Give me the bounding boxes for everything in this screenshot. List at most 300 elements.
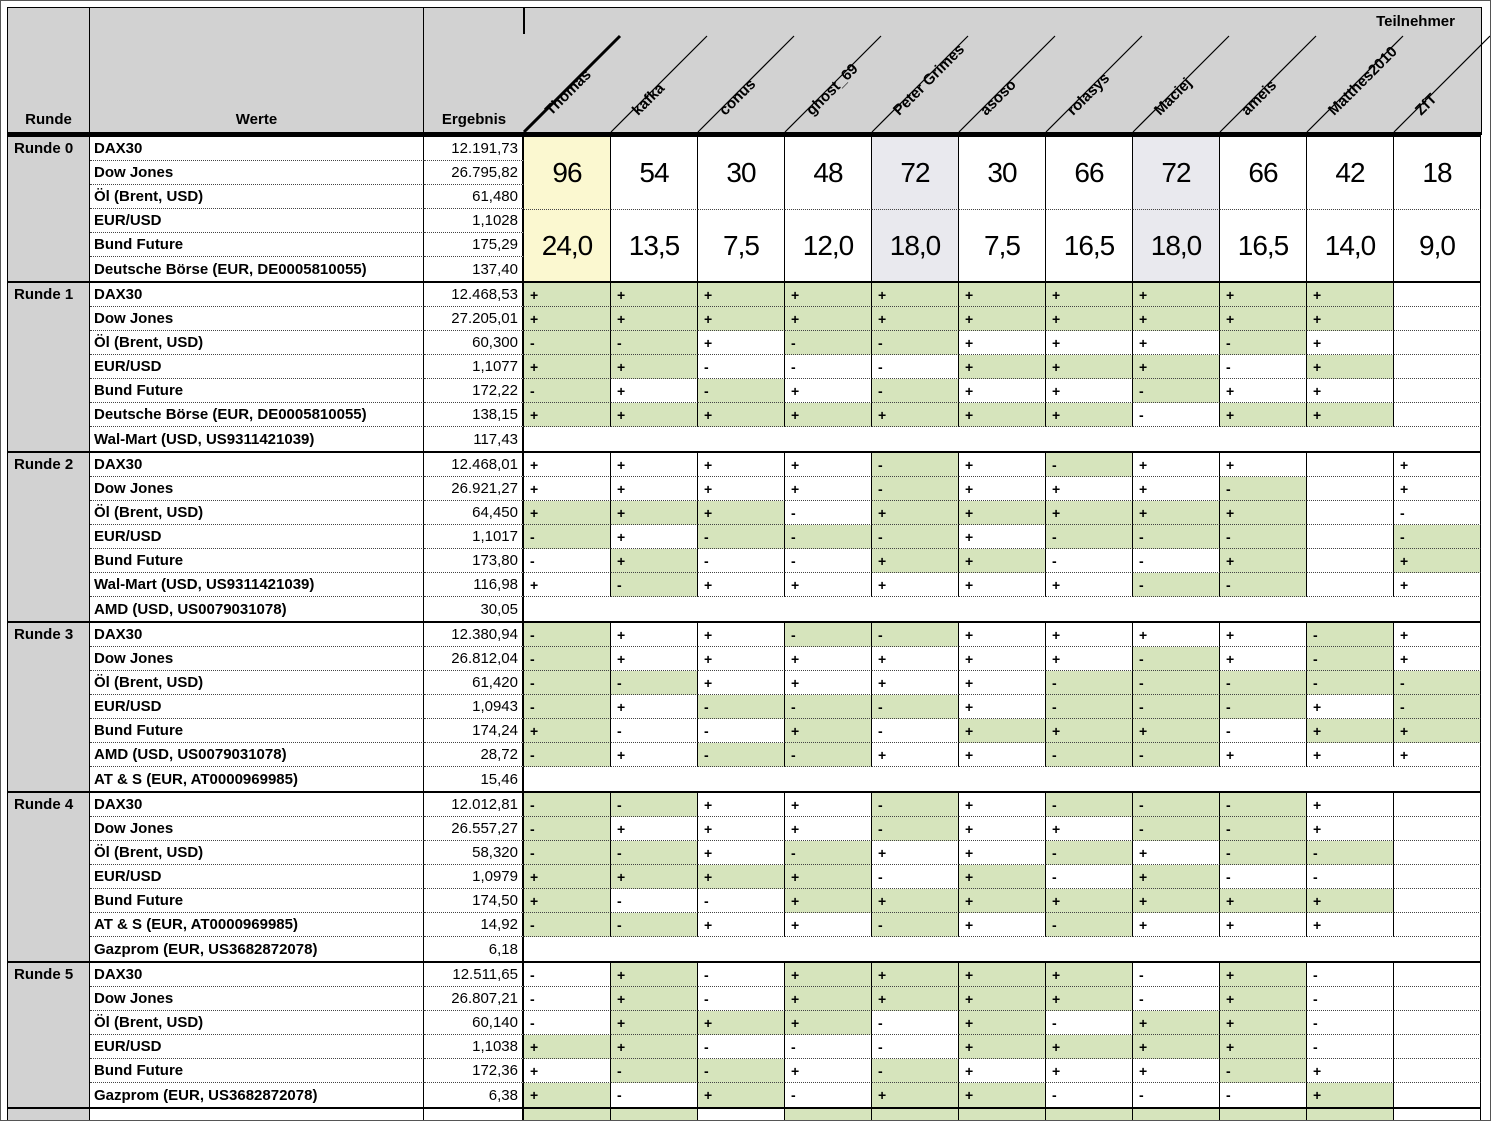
prediction-cell[interactable]: + bbox=[872, 307, 959, 331]
result-cell[interactable]: 30,05 bbox=[424, 597, 524, 621]
participant-header[interactable] bbox=[524, 8, 611, 132]
prediction-cell[interactable]: - bbox=[1394, 501, 1481, 525]
prediction-cell[interactable]: - bbox=[1046, 1011, 1133, 1035]
prediction-cell[interactable]: - bbox=[1046, 525, 1133, 549]
prediction-cell[interactable]: + bbox=[698, 573, 785, 597]
prediction-cell[interactable]: + bbox=[611, 743, 698, 767]
prediction-cell[interactable]: + bbox=[524, 307, 611, 331]
prediction-cell[interactable]: + bbox=[872, 501, 959, 525]
prediction-cell[interactable]: - bbox=[1220, 793, 1307, 817]
prediction-cell[interactable]: + bbox=[1307, 283, 1394, 307]
result-cell[interactable]: 6,18 bbox=[424, 937, 524, 961]
prediction-cell[interactable]: - bbox=[611, 719, 698, 743]
prediction-cell[interactable]: + bbox=[524, 355, 611, 379]
prediction-cell[interactable]: + bbox=[524, 283, 611, 307]
prediction-cell[interactable]: - bbox=[785, 331, 872, 355]
asset-cell[interactable]: EUR/USD bbox=[90, 865, 424, 889]
prediction-cell[interactable]: - bbox=[1307, 647, 1394, 671]
prediction-cell[interactable]: + bbox=[611, 307, 698, 331]
result-cell[interactable]: 12.191,73 bbox=[424, 137, 524, 161]
asset-cell[interactable]: Wal-Mart (USD, US9311421039) bbox=[90, 427, 424, 451]
prediction-cell[interactable]: + bbox=[1133, 841, 1220, 865]
result-cell[interactable]: 1,1017 bbox=[424, 525, 524, 549]
prediction-cell[interactable]: + bbox=[698, 623, 785, 647]
score-cell[interactable]: 12,0 bbox=[785, 209, 872, 281]
round-label-cell[interactable]: Runde 3 bbox=[8, 623, 90, 791]
prediction-cell[interactable]: + bbox=[785, 913, 872, 937]
score-cell[interactable]: 30 bbox=[959, 137, 1046, 209]
score-cell[interactable]: 72 bbox=[1133, 137, 1220, 209]
asset-cell[interactable]: DAX30 bbox=[90, 963, 424, 987]
prediction-cell[interactable]: + bbox=[698, 647, 785, 671]
result-cell[interactable]: 175,29 bbox=[424, 233, 524, 257]
prediction-cell[interactable]: + bbox=[959, 525, 1046, 549]
prediction-cell[interactable]: + bbox=[524, 403, 611, 427]
prediction-cell[interactable]: - bbox=[1307, 623, 1394, 647]
asset-cell[interactable]: Gazprom (EUR, US3682872078) bbox=[90, 937, 424, 961]
prediction-cell[interactable]: - bbox=[1220, 1083, 1307, 1107]
prediction-cell[interactable]: + bbox=[698, 307, 785, 331]
prediction-cell[interactable]: + bbox=[1220, 403, 1307, 427]
prediction-cell[interactable] bbox=[1394, 1059, 1481, 1083]
prediction-cell[interactable]: + bbox=[959, 1035, 1046, 1059]
result-cell[interactable]: 64,450 bbox=[424, 501, 524, 525]
prediction-cell[interactable]: + bbox=[611, 695, 698, 719]
prediction-cell[interactable]: - bbox=[1046, 1083, 1133, 1107]
prediction-cell[interactable]: - bbox=[698, 379, 785, 403]
prediction-cell[interactable]: + bbox=[959, 743, 1046, 767]
prediction-cell[interactable]: - bbox=[611, 841, 698, 865]
result-cell[interactable]: 138,15 bbox=[424, 403, 524, 427]
prediction-cell[interactable]: + bbox=[872, 573, 959, 597]
prediction-cell[interactable]: - bbox=[1133, 695, 1220, 719]
prediction-cell[interactable]: + bbox=[959, 913, 1046, 937]
prediction-cell[interactable]: + bbox=[959, 1059, 1046, 1083]
prediction-cell[interactable] bbox=[1307, 573, 1394, 597]
prediction-cell[interactable] bbox=[1394, 793, 1481, 817]
asset-cell[interactable]: EUR/USD bbox=[90, 209, 424, 233]
prediction-cell[interactable]: - bbox=[698, 987, 785, 1011]
prediction-cell[interactable]: + bbox=[785, 403, 872, 427]
result-cell[interactable]: 137,40 bbox=[424, 257, 524, 281]
prediction-cell[interactable]: + bbox=[1220, 1011, 1307, 1035]
score-cell[interactable]: 66 bbox=[1046, 137, 1133, 209]
prediction-cell[interactable]: + bbox=[959, 403, 1046, 427]
score-cell[interactable]: 96 bbox=[524, 137, 611, 209]
asset-cell[interactable]: Bund Future bbox=[90, 719, 424, 743]
prediction-cell[interactable]: - bbox=[1046, 793, 1133, 817]
prediction-cell[interactable]: - bbox=[872, 913, 959, 937]
asset-cell[interactable]: DAX30 bbox=[90, 137, 424, 161]
prediction-cell[interactable]: + bbox=[1046, 987, 1133, 1011]
prediction-cell[interactable]: - bbox=[698, 1035, 785, 1059]
prediction-cell[interactable]: + bbox=[1133, 913, 1220, 937]
prediction-cell[interactable]: + bbox=[1133, 889, 1220, 913]
prediction-cell[interactable]: - bbox=[1220, 525, 1307, 549]
prediction-cell[interactable]: - bbox=[611, 671, 698, 695]
prediction-cell[interactable]: - bbox=[872, 719, 959, 743]
result-cell[interactable]: 26.812,04 bbox=[424, 647, 524, 671]
score-cell[interactable]: 24,0 bbox=[524, 209, 611, 281]
prediction-cell[interactable]: + bbox=[1046, 647, 1133, 671]
prediction-cell[interactable]: + bbox=[959, 719, 1046, 743]
prediction-cell[interactable]: + bbox=[1046, 283, 1133, 307]
result-cell[interactable]: 60,140 bbox=[424, 1011, 524, 1035]
prediction-cell[interactable]: - bbox=[611, 1083, 698, 1107]
prediction-cell[interactable]: - bbox=[1133, 817, 1220, 841]
prediction-cell[interactable]: - bbox=[698, 963, 785, 987]
prediction-cell[interactable]: + bbox=[959, 331, 1046, 355]
result-cell[interactable]: 14,92 bbox=[424, 913, 524, 937]
prediction-cell[interactable]: + bbox=[611, 501, 698, 525]
score-cell[interactable]: 16,5 bbox=[1220, 209, 1307, 281]
asset-cell[interactable]: EUR/USD bbox=[90, 355, 424, 379]
prediction-cell[interactable]: + bbox=[1046, 307, 1133, 331]
prediction-cell[interactable]: + bbox=[872, 1083, 959, 1107]
prediction-cell[interactable]: + bbox=[959, 477, 1046, 501]
prediction-cell[interactable]: - bbox=[785, 355, 872, 379]
prediction-cell[interactable]: + bbox=[1307, 1059, 1394, 1083]
asset-cell[interactable]: Dow Jones bbox=[90, 647, 424, 671]
participant-header[interactable] bbox=[611, 8, 698, 132]
prediction-cell[interactable]: - bbox=[698, 889, 785, 913]
prediction-cell[interactable]: - bbox=[524, 987, 611, 1011]
prediction-cell[interactable]: + bbox=[524, 453, 611, 477]
result-cell[interactable]: 12.468,01 bbox=[424, 453, 524, 477]
prediction-cell[interactable]: + bbox=[1046, 573, 1133, 597]
prediction-cell[interactable]: + bbox=[1046, 403, 1133, 427]
asset-cell[interactable]: Öl (Brent, USD) bbox=[90, 841, 424, 865]
prediction-cell[interactable]: - bbox=[611, 913, 698, 937]
prediction-cell[interactable]: + bbox=[1220, 987, 1307, 1011]
result-cell[interactable]: 61,420 bbox=[424, 671, 524, 695]
prediction-cell[interactable]: - bbox=[872, 355, 959, 379]
prediction-cell[interactable]: - bbox=[611, 331, 698, 355]
prediction-cell[interactable] bbox=[1307, 549, 1394, 573]
round-label-cell[interactable]: Runde 4 bbox=[8, 793, 90, 961]
prediction-cell[interactable]: - bbox=[611, 889, 698, 913]
prediction-cell[interactable]: + bbox=[959, 623, 1046, 647]
asset-cell[interactable]: AMD (USD, US0079031078) bbox=[90, 597, 424, 621]
prediction-cell[interactable]: - bbox=[611, 573, 698, 597]
score-cell[interactable]: 9,0 bbox=[1394, 209, 1481, 281]
prediction-cell[interactable]: - bbox=[524, 647, 611, 671]
result-cell[interactable]: 1,1038 bbox=[424, 1035, 524, 1059]
asset-cell[interactable]: AT & S (EUR, AT0000969985) bbox=[90, 767, 424, 791]
prediction-cell[interactable]: + bbox=[872, 743, 959, 767]
result-cell[interactable]: 1,1077 bbox=[424, 355, 524, 379]
prediction-cell[interactable]: + bbox=[1133, 1035, 1220, 1059]
prediction-cell[interactable] bbox=[1394, 963, 1481, 987]
prediction-cell[interactable]: + bbox=[698, 283, 785, 307]
prediction-cell[interactable]: + bbox=[785, 889, 872, 913]
prediction-cell[interactable]: + bbox=[611, 817, 698, 841]
score-cell[interactable]: 18 bbox=[1394, 137, 1481, 209]
prediction-cell[interactable]: - bbox=[872, 793, 959, 817]
prediction-cell[interactable]: - bbox=[1307, 987, 1394, 1011]
prediction-cell[interactable]: + bbox=[1046, 817, 1133, 841]
prediction-cell[interactable]: + bbox=[1133, 865, 1220, 889]
prediction-cell[interactable]: + bbox=[785, 1011, 872, 1035]
prediction-cell[interactable]: + bbox=[611, 403, 698, 427]
participant-header[interactable] bbox=[785, 8, 872, 132]
prediction-cell[interactable]: + bbox=[1394, 743, 1481, 767]
prediction-cell[interactable]: - bbox=[1133, 743, 1220, 767]
prediction-cell[interactable]: - bbox=[698, 719, 785, 743]
result-cell[interactable]: 26.557,27 bbox=[424, 817, 524, 841]
prediction-cell[interactable]: + bbox=[1394, 647, 1481, 671]
prediction-cell[interactable]: + bbox=[1133, 719, 1220, 743]
prediction-cell[interactable]: - bbox=[524, 623, 611, 647]
prediction-cell[interactable]: + bbox=[524, 865, 611, 889]
result-cell[interactable]: 173,80 bbox=[424, 549, 524, 573]
prediction-cell[interactable]: + bbox=[959, 355, 1046, 379]
prediction-cell[interactable]: + bbox=[872, 403, 959, 427]
result-cell[interactable]: 26.807,21 bbox=[424, 987, 524, 1011]
prediction-cell[interactable]: + bbox=[785, 647, 872, 671]
result-cell[interactable]: 117,43 bbox=[424, 427, 524, 451]
prediction-cell[interactable]: + bbox=[959, 865, 1046, 889]
prediction-cell[interactable]: + bbox=[1046, 379, 1133, 403]
prediction-cell[interactable]: - bbox=[872, 525, 959, 549]
score-cell[interactable]: 7,5 bbox=[959, 209, 1046, 281]
prediction-cell[interactable]: + bbox=[872, 889, 959, 913]
prediction-cell[interactable] bbox=[1394, 1035, 1481, 1059]
prediction-cell[interactable]: + bbox=[1220, 647, 1307, 671]
prediction-cell[interactable]: + bbox=[1046, 331, 1133, 355]
prediction-cell[interactable]: - bbox=[1133, 793, 1220, 817]
asset-cell[interactable]: Gazprom (EUR, US3682872078) bbox=[90, 1083, 424, 1107]
prediction-cell[interactable]: + bbox=[1133, 283, 1220, 307]
prediction-cell[interactable]: + bbox=[959, 549, 1046, 573]
participant-header[interactable] bbox=[1220, 8, 1307, 132]
result-cell[interactable]: 1,0979 bbox=[424, 865, 524, 889]
prediction-cell[interactable]: - bbox=[872, 331, 959, 355]
prediction-cell[interactable]: + bbox=[1220, 307, 1307, 331]
result-cell[interactable]: 1,1028 bbox=[424, 209, 524, 233]
prediction-cell[interactable]: + bbox=[872, 671, 959, 695]
prediction-cell[interactable]: + bbox=[611, 865, 698, 889]
prediction-cell[interactable]: + bbox=[959, 307, 1046, 331]
prediction-cell[interactable]: - bbox=[524, 913, 611, 937]
prediction-cell[interactable]: + bbox=[1046, 1059, 1133, 1083]
prediction-cell[interactable] bbox=[1394, 1083, 1481, 1107]
prediction-cell[interactable]: + bbox=[1394, 719, 1481, 743]
asset-cell[interactable]: EUR/USD bbox=[90, 1035, 424, 1059]
prediction-cell[interactable]: + bbox=[785, 1059, 872, 1083]
asset-cell[interactable]: Deutsche Börse (EUR, DE0005810055) bbox=[90, 257, 424, 281]
prediction-cell[interactable]: + bbox=[959, 671, 1046, 695]
score-cell[interactable]: 48 bbox=[785, 137, 872, 209]
prediction-cell[interactable]: - bbox=[1307, 1035, 1394, 1059]
prediction-cell[interactable]: - bbox=[1220, 865, 1307, 889]
prediction-cell[interactable]: - bbox=[1220, 1059, 1307, 1083]
prediction-cell[interactable]: + bbox=[959, 695, 1046, 719]
prediction-cell[interactable]: + bbox=[524, 573, 611, 597]
score-cell[interactable]: 66 bbox=[1220, 137, 1307, 209]
prediction-cell[interactable]: + bbox=[959, 379, 1046, 403]
prediction-cell[interactable]: + bbox=[785, 283, 872, 307]
prediction-cell[interactable]: + bbox=[872, 647, 959, 671]
prediction-cell[interactable]: + bbox=[524, 1035, 611, 1059]
asset-cell[interactable]: Wal-Mart (USD, US9311421039) bbox=[90, 573, 424, 597]
round-label-cell[interactable]: Runde 1 bbox=[8, 283, 90, 451]
prediction-cell[interactable]: - bbox=[611, 1059, 698, 1083]
prediction-cell[interactable]: - bbox=[524, 963, 611, 987]
prediction-cell[interactable]: + bbox=[524, 1083, 611, 1107]
prediction-cell[interactable]: - bbox=[1046, 913, 1133, 937]
prediction-cell[interactable]: + bbox=[785, 307, 872, 331]
prediction-cell[interactable]: + bbox=[872, 549, 959, 573]
prediction-cell[interactable]: - bbox=[1220, 671, 1307, 695]
prediction-cell[interactable]: - bbox=[872, 1011, 959, 1035]
result-cell[interactable]: 12.511,65 bbox=[424, 963, 524, 987]
prediction-cell[interactable] bbox=[1307, 501, 1394, 525]
prediction-cell[interactable]: - bbox=[1220, 841, 1307, 865]
asset-cell[interactable]: AMD (USD, US0079031078) bbox=[90, 743, 424, 767]
prediction-cell[interactable]: - bbox=[1046, 841, 1133, 865]
prediction-cell[interactable]: + bbox=[611, 283, 698, 307]
prediction-cell[interactable]: + bbox=[1307, 889, 1394, 913]
prediction-cell[interactable]: + bbox=[785, 477, 872, 501]
prediction-cell[interactable]: - bbox=[1307, 963, 1394, 987]
prediction-cell[interactable]: - bbox=[1133, 403, 1220, 427]
prediction-cell[interactable]: - bbox=[698, 695, 785, 719]
prediction-cell[interactable] bbox=[1394, 889, 1481, 913]
prediction-cell[interactable]: + bbox=[698, 913, 785, 937]
prediction-cell[interactable]: + bbox=[611, 647, 698, 671]
result-cell[interactable]: 26.921,27 bbox=[424, 477, 524, 501]
prediction-cell[interactable]: - bbox=[611, 793, 698, 817]
prediction-cell[interactable]: - bbox=[872, 865, 959, 889]
prediction-cell[interactable]: - bbox=[524, 841, 611, 865]
prediction-cell[interactable]: + bbox=[785, 671, 872, 695]
asset-cell[interactable]: EUR/USD bbox=[90, 525, 424, 549]
asset-cell[interactable]: Öl (Brent, USD) bbox=[90, 331, 424, 355]
asset-cell[interactable]: Öl (Brent, USD) bbox=[90, 501, 424, 525]
result-cell[interactable]: 28,72 bbox=[424, 743, 524, 767]
prediction-cell[interactable]: - bbox=[1220, 573, 1307, 597]
prediction-cell[interactable]: + bbox=[1220, 453, 1307, 477]
prediction-cell[interactable]: + bbox=[959, 889, 1046, 913]
prediction-cell[interactable]: + bbox=[698, 331, 785, 355]
result-cell[interactable]: 6,38 bbox=[424, 1083, 524, 1107]
prediction-cell[interactable] bbox=[1394, 817, 1481, 841]
asset-cell[interactable]: Dow Jones bbox=[90, 477, 424, 501]
prediction-cell[interactable]: - bbox=[524, 331, 611, 355]
prediction-cell[interactable] bbox=[1394, 355, 1481, 379]
prediction-cell[interactable] bbox=[1394, 283, 1481, 307]
prediction-cell[interactable] bbox=[1394, 865, 1481, 889]
asset-cell[interactable]: DAX30 bbox=[90, 793, 424, 817]
asset-cell[interactable]: DAX30 bbox=[90, 453, 424, 477]
prediction-cell[interactable] bbox=[1307, 525, 1394, 549]
prediction-cell[interactable]: + bbox=[1307, 793, 1394, 817]
prediction-cell[interactable]: - bbox=[785, 695, 872, 719]
score-cell[interactable]: 7,5 bbox=[698, 209, 785, 281]
prediction-cell[interactable]: + bbox=[1220, 549, 1307, 573]
result-cell[interactable]: 116,98 bbox=[424, 573, 524, 597]
prediction-cell[interactable]: + bbox=[611, 1035, 698, 1059]
result-cell[interactable]: 26.795,82 bbox=[424, 161, 524, 185]
prediction-cell[interactable]: + bbox=[698, 865, 785, 889]
prediction-cell[interactable] bbox=[1394, 841, 1481, 865]
prediction-cell[interactable]: + bbox=[1133, 331, 1220, 355]
prediction-cell[interactable]: + bbox=[1394, 549, 1481, 573]
prediction-cell[interactable]: - bbox=[524, 379, 611, 403]
prediction-cell[interactable]: + bbox=[1307, 695, 1394, 719]
prediction-cell[interactable]: + bbox=[959, 841, 1046, 865]
asset-cell[interactable]: Öl (Brent, USD) bbox=[90, 185, 424, 209]
prediction-cell[interactable]: + bbox=[1046, 477, 1133, 501]
prediction-cell[interactable]: + bbox=[611, 525, 698, 549]
prediction-cell[interactable]: + bbox=[959, 501, 1046, 525]
prediction-cell[interactable] bbox=[1307, 453, 1394, 477]
prediction-cell[interactable]: + bbox=[1046, 1035, 1133, 1059]
result-cell[interactable]: 12.380,94 bbox=[424, 623, 524, 647]
prediction-cell[interactable]: - bbox=[872, 379, 959, 403]
prediction-cell[interactable]: + bbox=[959, 1083, 1046, 1107]
prediction-cell[interactable]: + bbox=[959, 453, 1046, 477]
prediction-cell[interactable]: + bbox=[1220, 913, 1307, 937]
asset-cell[interactable]: Dow Jones bbox=[90, 161, 424, 185]
prediction-cell[interactable]: - bbox=[1133, 963, 1220, 987]
prediction-cell[interactable]: + bbox=[698, 403, 785, 427]
prediction-cell[interactable]: + bbox=[959, 573, 1046, 597]
prediction-cell[interactable]: - bbox=[524, 743, 611, 767]
prediction-cell[interactable]: - bbox=[1220, 695, 1307, 719]
asset-cell[interactable]: EUR/USD bbox=[90, 695, 424, 719]
prediction-cell[interactable] bbox=[1394, 331, 1481, 355]
prediction-cell[interactable]: + bbox=[524, 501, 611, 525]
prediction-cell[interactable]: - bbox=[1394, 525, 1481, 549]
prediction-cell[interactable]: + bbox=[1220, 743, 1307, 767]
prediction-cell[interactable]: + bbox=[959, 647, 1046, 671]
asset-cell[interactable]: Deutsche Börse (EUR, DE0005810055) bbox=[90, 403, 424, 427]
asset-cell[interactable]: DAX30 bbox=[90, 623, 424, 647]
prediction-cell[interactable]: - bbox=[1394, 695, 1481, 719]
prediction-cell[interactable]: + bbox=[872, 987, 959, 1011]
prediction-cell[interactable]: - bbox=[1133, 987, 1220, 1011]
prediction-cell[interactable]: + bbox=[611, 1011, 698, 1035]
prediction-cell[interactable]: - bbox=[785, 1035, 872, 1059]
prediction-cell[interactable]: - bbox=[698, 355, 785, 379]
prediction-cell[interactable]: + bbox=[785, 865, 872, 889]
prediction-cell[interactable]: + bbox=[1046, 889, 1133, 913]
asset-cell[interactable]: Bund Future bbox=[90, 889, 424, 913]
prediction-cell[interactable]: + bbox=[959, 987, 1046, 1011]
score-cell[interactable]: 72 bbox=[872, 137, 959, 209]
prediction-cell[interactable]: - bbox=[1220, 331, 1307, 355]
participant-header[interactable] bbox=[1046, 8, 1133, 132]
prediction-cell[interactable]: + bbox=[611, 963, 698, 987]
asset-cell[interactable]: Dow Jones bbox=[90, 817, 424, 841]
prediction-cell[interactable]: + bbox=[785, 719, 872, 743]
prediction-cell[interactable]: + bbox=[524, 889, 611, 913]
result-cell[interactable]: 12.012,81 bbox=[424, 793, 524, 817]
asset-cell[interactable]: Bund Future bbox=[90, 549, 424, 573]
score-cell[interactable]: 30 bbox=[698, 137, 785, 209]
score-cell[interactable]: 14,0 bbox=[1307, 209, 1394, 281]
prediction-cell[interactable]: - bbox=[785, 525, 872, 549]
asset-cell[interactable]: Bund Future bbox=[90, 379, 424, 403]
prediction-cell[interactable]: + bbox=[698, 501, 785, 525]
prediction-cell[interactable]: + bbox=[698, 671, 785, 695]
asset-cell[interactable]: Bund Future bbox=[90, 233, 424, 257]
prediction-cell[interactable]: + bbox=[1394, 573, 1481, 597]
result-cell[interactable]: 12.468,53 bbox=[424, 283, 524, 307]
prediction-cell[interactable]: + bbox=[1220, 889, 1307, 913]
